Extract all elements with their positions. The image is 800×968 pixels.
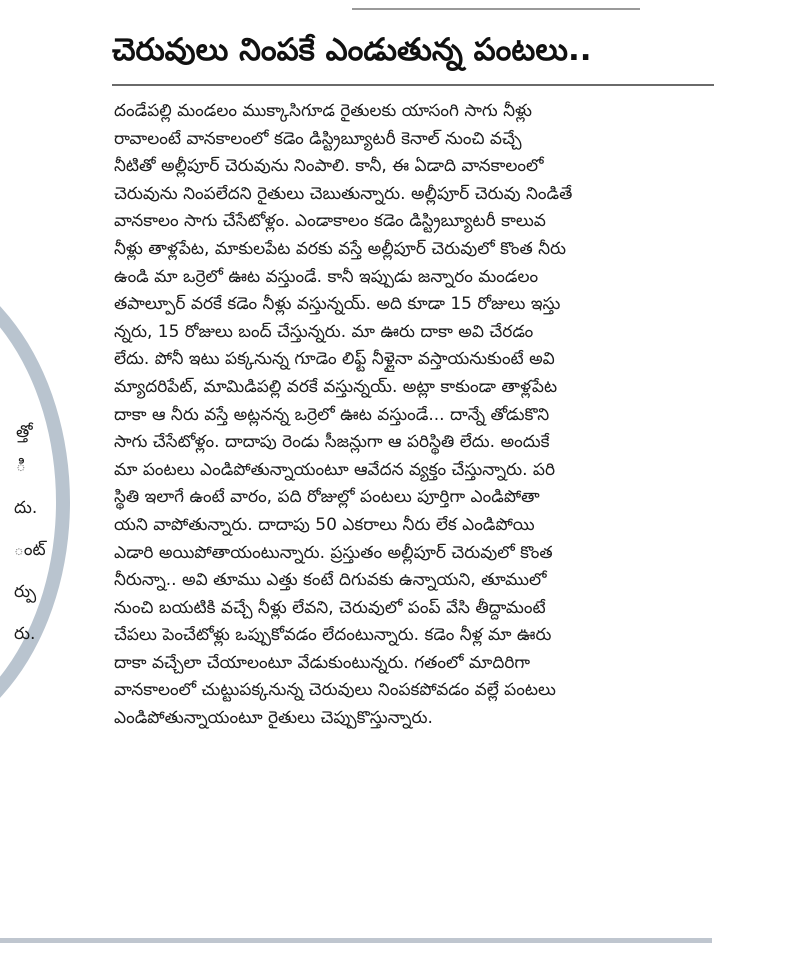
article-line: ఎండిపోతున్నాయంటూ రైతులు చెప్పుకొస్తున్నారు. (114, 708, 433, 729)
article-headline: చెరువులు నింపకే ఎండుతున్న పంటలు.. (112, 32, 592, 68)
side-fragment: ి (16, 456, 26, 476)
article-line: దాకా ఆ నీరు వస్తే అట్లనన్న ఒర్రెలో ఊట వస్తుండే... దాన్నే తోడుకొని (114, 404, 550, 425)
article-line: చెరువును నింపలేదని రైతులు చెబుతున్నారు. అల్లీపూర్ చెరువు నిండితే (114, 183, 573, 204)
side-fragment: ంట్ (14, 540, 46, 560)
article-line: నుంచి బయటికి వచ్చే నీళ్లు లేవని, చెరువులో పంప్ వేసి తీద్దామంటే (114, 597, 546, 618)
article-line: సాగు చేసేటోళ్లం. దాదాపు రెండు సీజన్లుగా ఆ పరిస్థితి లేదు. అందుకే (114, 432, 550, 453)
article-line: యని వాపోతున్నారు. దాదాపు 50 ఎకరాలు నీరు లేక ఎండిపోయి (114, 514, 535, 535)
article-line: ఎడారి అయిపోతాయంటున్నారు. ప్రస్తుతం అల్లీపూర్ చెరువులో కొంత (114, 542, 553, 563)
headline-divider (112, 84, 714, 86)
article-line: వానకాలం సాగు చేసేటోళ్లం. ఎండాకాలం కడెం డిస్ట్రిబ్యూటరీ కాలువ (114, 211, 546, 232)
article-line: నీరున్నా.. అవి తూము ఎత్తు కంటే దిగువకు ఉన్నాయని, తూములో (114, 570, 547, 591)
side-fragment: త్తో (16, 422, 33, 442)
article-line: నీళ్లు తాళ్లపేట, మాకులపేట వరకు వస్తే అల్లీపూర్ చెరువులో కొంత నీరు (114, 238, 566, 259)
top-divider (352, 8, 640, 10)
article-line: మ్యాదరిపేట్, మామిడిపల్లి వరకే వస్తున్నయ్. అట్లా కాకుండా తాళ్లపేట (114, 376, 558, 397)
article-line: నీటితో అల్లీపూర్ చెరువును నింపాలి. కానీ, ఈ ఏడాది వానకాలంలో (114, 156, 544, 177)
article-line: లేదు. పోనీ ఇటు పక్కనున్న గూడెం లిఫ్ట్ నీళ్లైనా వస్తాయనుకుంటే అవి (114, 349, 555, 370)
article-line: దాకా వచ్చేలా చేయాలంటూ వేడుకుంటున్నరు. గతంలో మాదిరిగా (114, 652, 531, 673)
article-line: ఉండి మా ఒర్రెలో ఊట వస్తుండే. కానీ ఇప్పుడు జన్నారం మండలం (114, 266, 539, 287)
article-line: రావాలంటే వానకాలంలో కడెం డిస్ట్రిబ్యూటరీ కెనాల్ నుంచి వచ్చే (114, 128, 522, 149)
adjacent-article-panel (0, 252, 70, 752)
article-line: తపాల్పూర్ వరకే కడెం నీళ్లు వస్తున్నయ్. అది కూడా 15 రోజులు ఇస్తు (114, 294, 561, 315)
article-line: చేపలు పెంచేటోళ్లు ఒప్పుకోవడం లేదంటున్నారు. కడెం నీళ్ల మా ఊరు (114, 625, 552, 646)
side-fragment: దు. (14, 498, 38, 518)
article-body (114, 98, 718, 733)
article-line: మా పంటలు ఎండిపోతున్నాయంటూ ఆవేదన వ్యక్తం చేస్తున్నారు. పరి (114, 459, 556, 480)
article-line: న్నరు, 15 రోజులు బంద్ చేస్తున్నరు. మా ఊరు దాకా అవి చేరడం (114, 321, 534, 342)
bottom-divider (0, 938, 712, 943)
article-line: స్థితి ఇలాగే ఉంటే వారం, పది రోజుల్లో పంటలు పూర్తిగా ఎండిపోతా (114, 487, 540, 508)
article-line: వానకాలంలో చుట్టుపక్కనున్న చెరువులు నింపకపోవడం వల్లే పంటలు (114, 680, 556, 701)
article-line: దండేపల్లి మండలం ముక్కాసిగూడ రైతులకు యాసంగి సాగు నీళ్లు (114, 101, 532, 121)
side-fragment: రు. (14, 624, 36, 644)
side-fragment: ర్పు (14, 582, 37, 602)
